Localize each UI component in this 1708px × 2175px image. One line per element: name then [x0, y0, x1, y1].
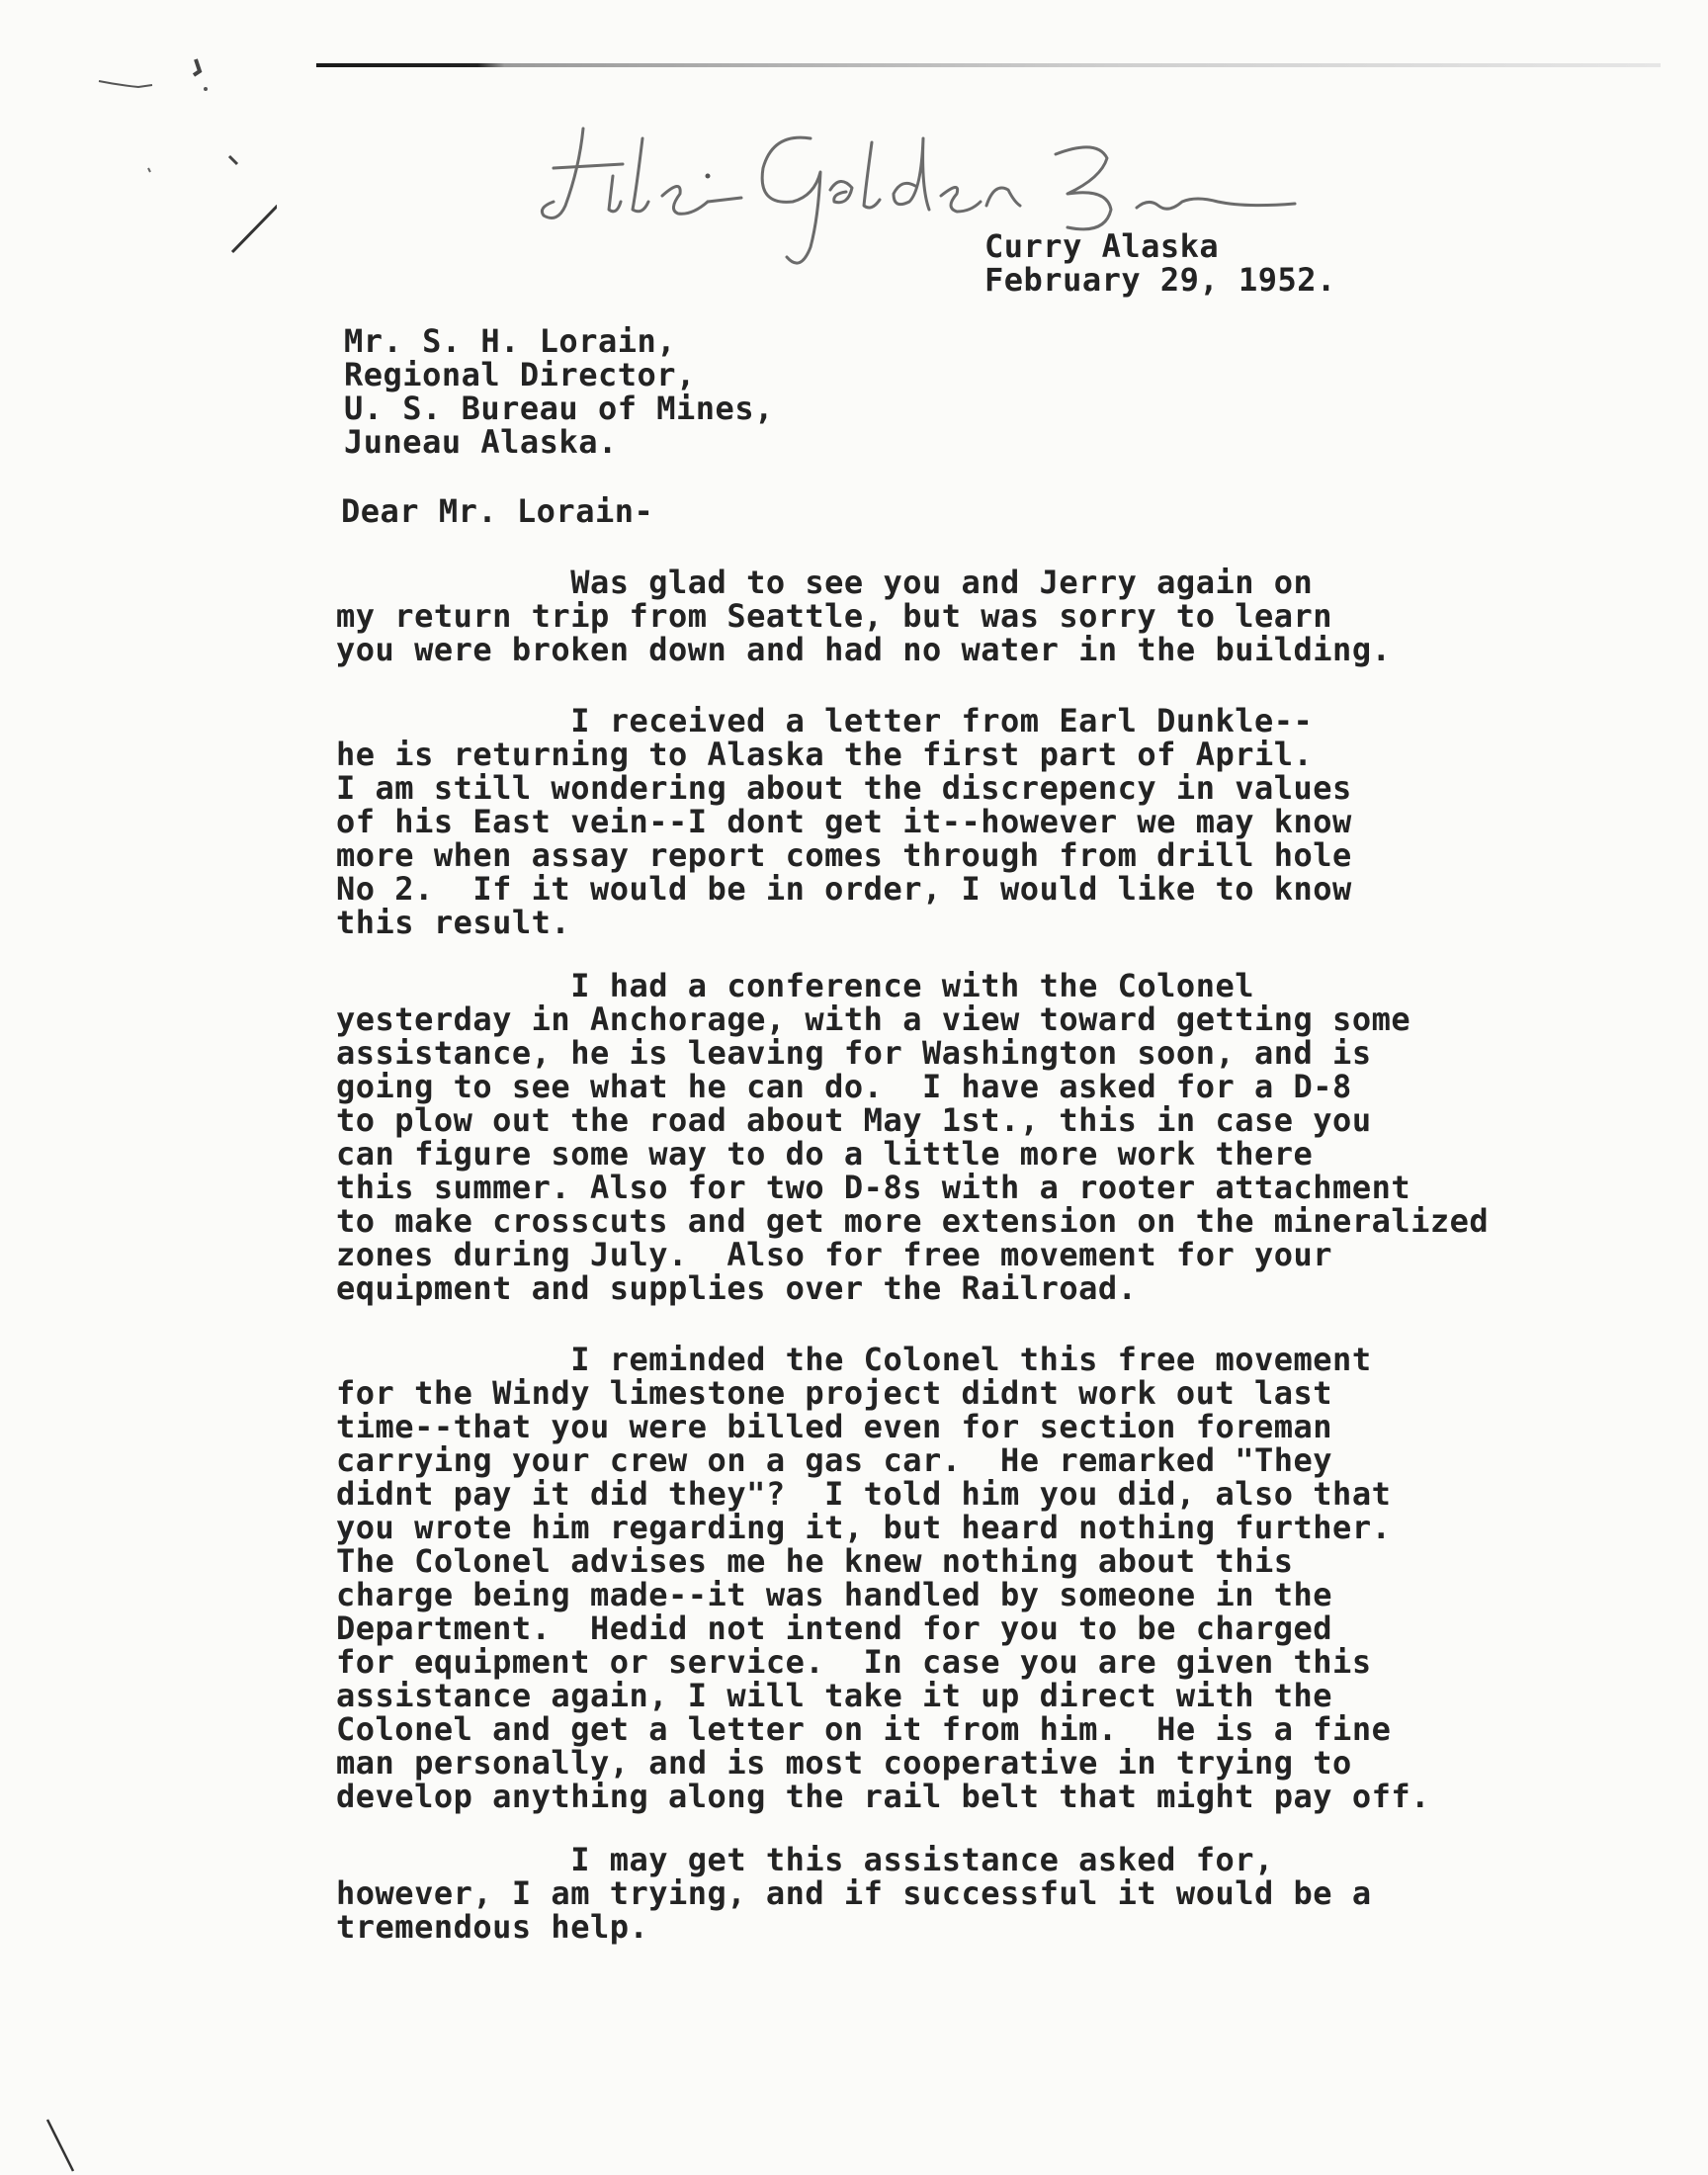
text-line: he is returning to Alaska the first part of April. [336, 736, 1314, 773]
text-line: develop anything along the rail belt that might pay off. [336, 1778, 1430, 1815]
text-line: going to see what he can do. I have asked for a D-8 [336, 1068, 1352, 1105]
address-line: Juneau Alaska. [344, 423, 618, 461]
text-line: I received a letter from Earl Dunkle-- [336, 702, 1314, 740]
text-line: Was glad to see you and Jerry again on [336, 564, 1314, 601]
text-line: for the Windy limestone project didnt work out last [336, 1374, 1333, 1412]
text-line: however, I am trying, and if successful it would be a [336, 1874, 1372, 1912]
text-line: equipment and supplies over the Railroad. [336, 1269, 1138, 1307]
text-line: zones during July. Also for free movement for your [336, 1236, 1333, 1273]
text-line: you wrote him regarding it, but heard nothing further. [336, 1509, 1392, 1546]
text-line: my return trip from Seattle, but was sorry to learn [336, 597, 1333, 635]
text-line: man personally, and is most cooperative in trying to [336, 1744, 1352, 1782]
text-line: this result. [336, 904, 571, 941]
text-line: The Colonel advises me he knew nothing about this [336, 1542, 1294, 1580]
text-line: Department. Hedid not intend for you to be charged [336, 1610, 1333, 1647]
text-line: I may get this assistance asked for, [336, 1841, 1274, 1878]
text-line: more when assay report comes through from drill hole [336, 836, 1352, 874]
text-line: I reminded the Colonel this free movement [336, 1341, 1372, 1378]
text-line: to plow out the road about May 1st., this in case you [336, 1101, 1372, 1139]
paragraph-3 [336, 969, 1522, 1305]
text-line: didnt pay it did they"? I told him you did, also that [336, 1475, 1392, 1513]
heading-date: February 29, 1952. [984, 261, 1336, 299]
address-line: Regional Director, [344, 356, 696, 393]
margin-pen-mark-top [79, 49, 277, 267]
paragraph-5 [336, 1843, 1522, 1944]
text-line: No 2. If it would be in order, I would like to know [336, 870, 1352, 908]
heading-place: Curry Alaska [984, 227, 1220, 265]
salutation: Dear Mr. Lorain- [341, 492, 654, 530]
paragraph-4 [336, 1343, 1522, 1813]
paragraph-1 [336, 566, 1522, 666]
text-line: to make crosscuts and get more extension on the mineralized [336, 1202, 1490, 1240]
text-line: assistance again, I will take it up direct with the [336, 1677, 1333, 1714]
text-line: assistance, he is leaving for Washington soon, and is [336, 1034, 1372, 1072]
text-line: time--that you were billed even for section foreman [336, 1408, 1333, 1445]
text-line: I am still wondering about the discrepency in values [336, 769, 1352, 807]
text-line: yesterday in Anchorage, with a view toward getting some [336, 1000, 1411, 1038]
text-line: this summer. Also for two D-8s with a rooter attachment [336, 1169, 1411, 1206]
margin-pen-mark-bottom [40, 2116, 99, 2175]
text-line: for equipment or service. In case you are given this [336, 1643, 1372, 1681]
address-line: U. S. Bureau of Mines, [344, 390, 774, 427]
text-line: you were broken down and had no water in the building. [336, 631, 1392, 668]
text-line: can figure some way to do a little more work there [336, 1135, 1314, 1173]
text-line: Colonel and get a letter on it from him. He is a fine [336, 1710, 1392, 1748]
recipient-address [344, 324, 774, 459]
text-line: I had a conference with the Colonel [336, 967, 1254, 1004]
top-rule [316, 63, 1661, 67]
text-line: of his East vein--I dont get it--however we may know [336, 803, 1352, 840]
text-line: carrying your crew on a gas car. He remarked "They [336, 1441, 1333, 1479]
text-line: tremendous help. [336, 1908, 649, 1946]
paragraph-2 [336, 704, 1522, 939]
letter-heading [984, 229, 1336, 297]
text-line: charge being made--it was handled by someone in the [336, 1576, 1333, 1613]
address-line: Mr. S. H. Lorain, [344, 322, 677, 360]
